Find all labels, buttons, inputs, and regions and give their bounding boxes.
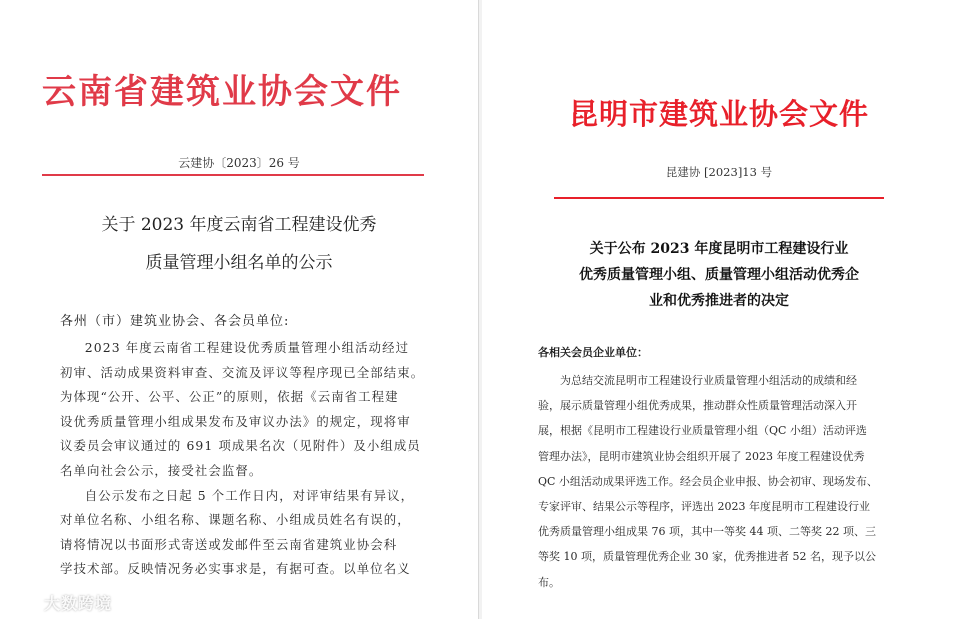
left-body-line: 初审、活动成果资料审查、交流及评议等程序现已全部结束。 [60,364,425,380]
right-body-line: 管理办法》，昆明市建筑业协会组织开展了 2023 年度工程建设优秀 [538,449,865,463]
right-document-body [538,368,898,595]
left-subject-line: 质量管理小组名单的公示 [145,253,333,273]
left-document-salutation: 各州（市）建筑业协会、各会员单位: [60,314,290,329]
left-document-subject [0,206,478,282]
right-document-number: 昆建协 [2023]13 号 [665,165,773,179]
left-document-header-title: 云南省建筑业协会文件 [42,72,402,112]
left-body-line: 为体现“公开、公平、公正”的原则，依据《云南省工程建 [60,389,399,405]
left-document-number: 云建协〔2023〕26 号 [178,156,300,170]
left-body-line: 设优秀质量管理小组成果发布及审议办法》的规定，现将审 [60,413,411,429]
right-document-header-title: 昆明市建筑业协会文件 [568,97,869,131]
right-subject-line: 关于公布 2023 年度昆明市工程建设行业 [589,241,849,257]
right-header-red-rule [554,197,884,199]
right-document-salutation: 各相关会员企业单位： [538,346,648,359]
brand-logo-icon [8,592,38,612]
watermark-text: 大数跨境 [44,593,113,613]
left-subject-line: 关于 2023 年度云南省工程建设优秀 [101,215,377,235]
left-document-body [60,336,425,582]
left-body-line: 2023 年度云南省工程建设优秀质量管理小组活动经过 [84,340,410,355]
right-body-line: 等奖 10 项，质量管理优秀企业 30 家，优秀推进者 52 名，现予以公 [538,550,876,564]
right-document-page [482,0,956,619]
right-subject-line: 业和优秀推进者的决定 [649,293,789,309]
left-body-line: 对单位名称、小组名称、课题名称、小组成员姓名有误的， [60,512,411,528]
right-body-line: 验，展示质量管理小组优秀成果，推动群众性质量管理活动深入开 [538,399,857,413]
left-body-line: 请将情况以书面形式寄送或发邮件至云南省建筑业协会科 [60,536,398,552]
left-body-line: 名单向社会公示，接受社会监督。 [60,462,263,478]
right-body-line: 展，根据《昆明市工程建设行业质量管理小组（QC 小组）活动评选 [538,424,867,438]
right-body-line: 为总结交流昆明市工程建设行业质量管理小组活动的成绩和经 [560,374,857,387]
left-header-red-rule [42,174,424,176]
right-document-subject [482,236,956,314]
left-body-line: 议委员会审议通过的 691 项成果名次（见附件）及小组成员 [60,438,421,454]
right-body-line: 优秀质量管理小组成果 76 项，其中一等奖 44 项、二等奖 22 项、三 [538,525,876,539]
watermark [8,590,112,614]
left-body-line: 学技术部。反映情况务必实事求是，有据可查。以单位名义 [60,561,411,577]
left-body-line: 自公示发布之日起 5 个工作日内，对评审结果有异议， [84,487,415,503]
right-body-line: 布。 [538,575,560,589]
right-body-line: 专家评审、结果公示等程序，评选出 2023 年度昆明市工程建设行业 [538,500,870,514]
right-subject-line: 优秀质量管理小组、质量管理小组活动优秀企 [579,267,859,283]
right-body-line: QC 小组活动成果评选工作。经会员企业申报、协会初审、现场发布、 [538,474,878,488]
